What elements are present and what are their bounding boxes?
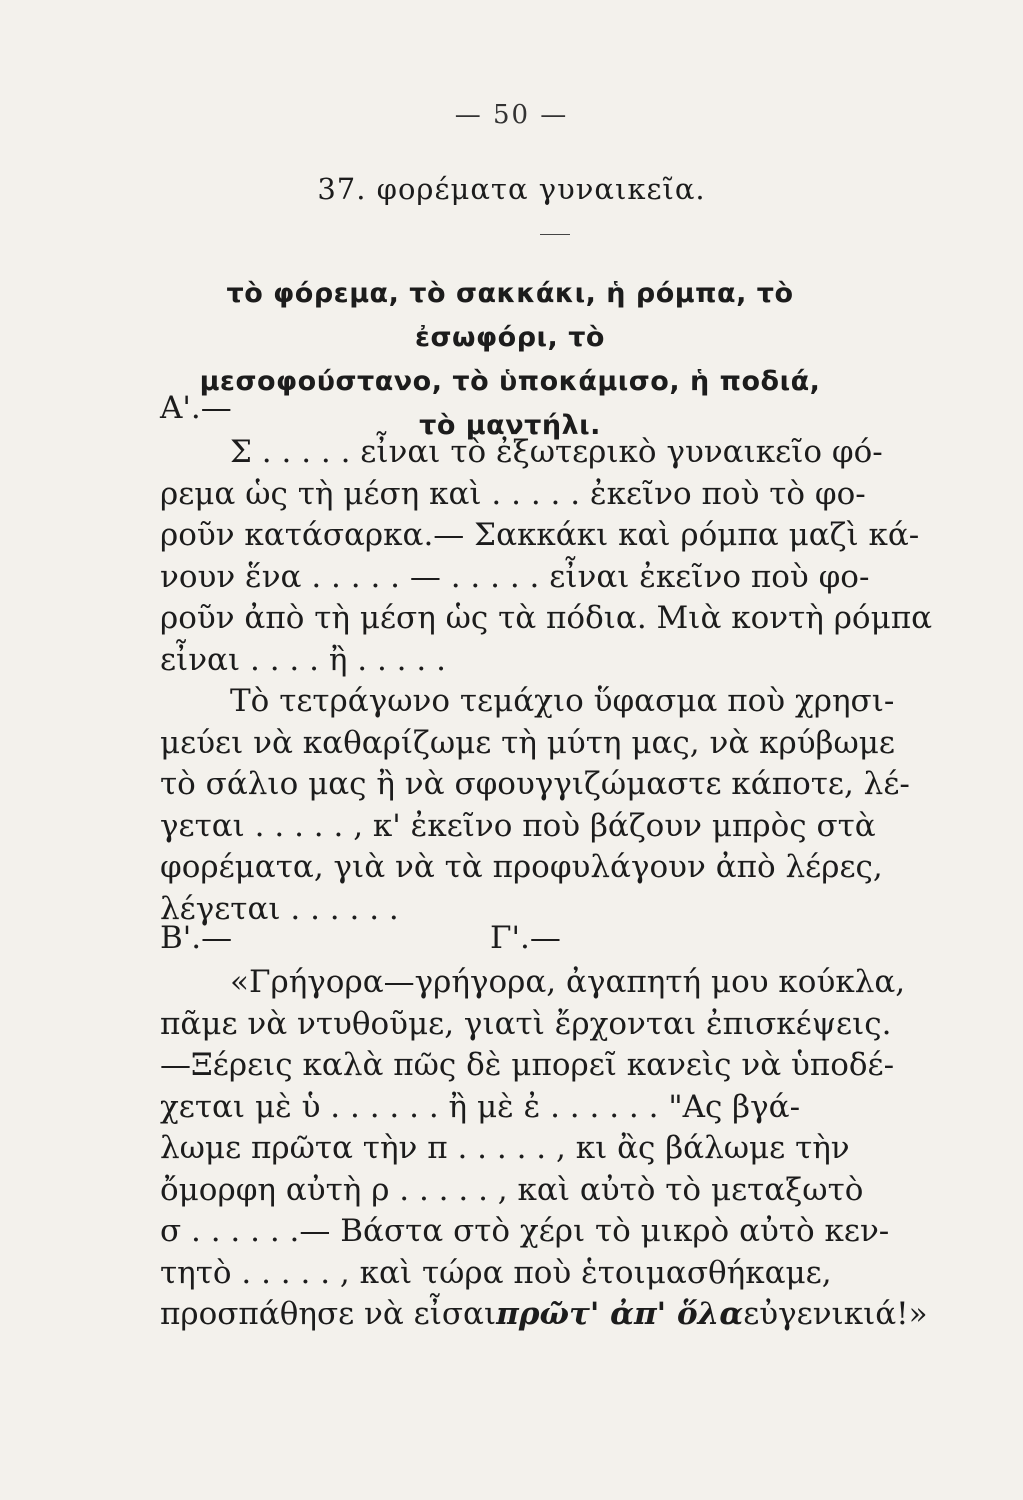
- vocabulary-list: [150, 272, 870, 448]
- text-line: χεται μὲ ὑ . . . . . . ἢ μὲ ἐ . . . . . . "Ας βγά-: [160, 1088, 801, 1125]
- text-line: σ . . . . . .— Βάστα στὸ χέρι τὸ μικρὸ αὐτὸ κεν-: [160, 1213, 890, 1249]
- chapter-heading: 37. φορέματα γυναικεῖα.: [317, 172, 706, 206]
- text-span: εὐγενικιά!»: [743, 1296, 928, 1332]
- text-line: ὄμορφη αὐτὴ ρ . . . . . , καὶ αὐτὸ τὸ μεταξωτὸ: [160, 1171, 864, 1208]
- heading-divider: [540, 234, 570, 235]
- section-b-label: Β'.—: [160, 920, 233, 956]
- text-line: —Ξέρεις καλὰ πῶς δὲ μπορεῖ κανεὶς νὰ ὑποδέ-: [160, 1047, 895, 1083]
- text-line: φορέματα, γιὰ νὰ τὰ προφυλάγουν ἀπὸ λέρες,: [160, 849, 883, 885]
- section-c-label: Γ'.—: [490, 920, 561, 956]
- text-line: εἶναι . . . . ἢ . . . . .: [160, 641, 446, 678]
- section-a-label: Α'.—: [160, 390, 232, 426]
- text-line: λωμε πρῶτα τὴν π . . . . . , κι ἂς βάλωμε τὴν: [160, 1130, 850, 1166]
- text-line: ροῦν ἀπὸ τὴ μέση ὡς τὰ πόδια. Μιὰ κοντὴ ρόμπα: [160, 600, 933, 636]
- text-line: ρεμα ὡς τὴ μέση καὶ . . . . . ἐκεῖνο ποὺ τὸ φο-: [160, 475, 866, 512]
- vocabulary-line: τὸ μαντήλι.: [419, 410, 601, 441]
- section-a-text: [160, 432, 933, 930]
- text-line: [160, 1294, 928, 1336]
- text-line: λέγεται . . . . . .: [160, 890, 399, 927]
- text-line: Σ . . . . . εἶναι τὸ ἐξωτερικὸ γυναικεῖο φό-: [230, 434, 883, 470]
- text-line: γεται . . . . . , κ' ἐκεῖνο ποὺ βάζουν μπρὸς στὰ: [160, 807, 876, 844]
- text-line: Τὸ τετράγωνο τεμάχιο ὕφασμα ποὺ χρησι-: [230, 683, 895, 719]
- text-line: τητὸ . . . . . , καὶ τώρα ποὺ ἑτοιμασθήκαμε,: [160, 1254, 832, 1291]
- text-line: τὸ σάλιο μας ἢ νὰ σφουγγιζώμαστε κάποτε, λέ-: [160, 766, 910, 802]
- page-number: — 50 —: [454, 100, 569, 130]
- text-line: νουν ἕνα . . . . . — . . . . . εἶναι ἐκεῖνο ποὺ φο-: [160, 558, 870, 595]
- section-bc-text: [160, 962, 928, 1336]
- emphasized-text: πρῶτ' ἀπ' ὅλα: [496, 1296, 744, 1332]
- vocabulary-line: τὸ φόρεμα, τὸ σακκάκι, ἡ ρόμπα, τὸ ἐσωφόρι, τὸ: [226, 278, 794, 353]
- text-line: «Γρήγορα—γρήγορα, ἀγαπητή μου κούκλα,: [230, 964, 906, 1000]
- vocabulary-line: μεσοφούστανο, τὸ ὑποκάμισο, ἡ ποδιά,: [199, 366, 821, 397]
- text-span: προσπάθησε νὰ εἶσαι: [160, 1296, 497, 1332]
- text-line: μεύει νὰ καθαρίζωμε τὴ μύτη μας, νὰ κρύβωμε: [160, 724, 895, 761]
- text-line: πᾶμε νὰ ντυθοῦμε, γιατὶ ἔρχονται ἐπισκέψεις.: [160, 1005, 892, 1042]
- text-line: ροῦν κατάσαρκα.— Σακκάκι καὶ ρόμπα μαζὶ κά-: [160, 517, 920, 553]
